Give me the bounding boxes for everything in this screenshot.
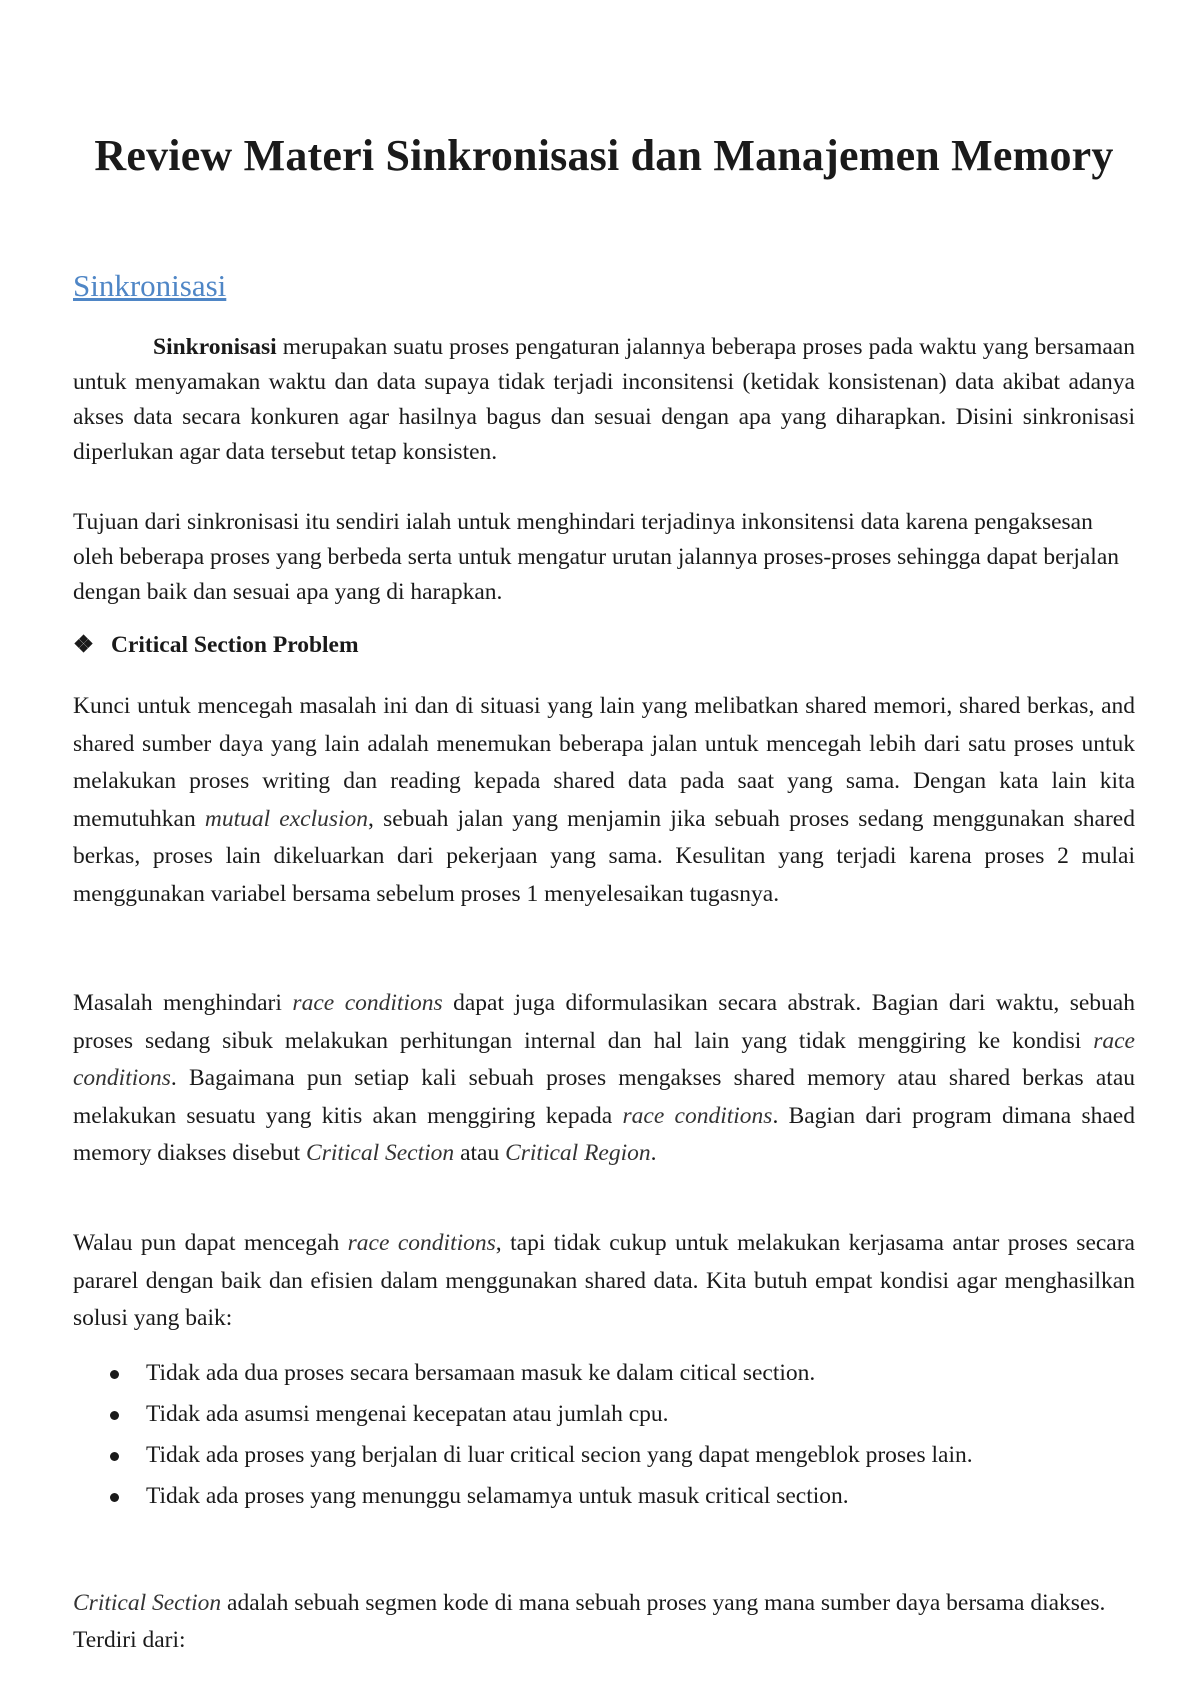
list-item bbox=[73, 1438, 1135, 1473]
diamond-bullet-icon: ❖ bbox=[73, 632, 95, 658]
para2-emphasis-2: race conditions bbox=[73, 1027, 1135, 1091]
para4-text: adalah sebuah segmen kode di mana sebuah proses yang mana sumber daya bersama diakses. Terdiri dari: bbox=[73, 1590, 1106, 1653]
para1-text-a: Kunci untuk mencegah masalah ini dan di situasi yang lain yang melibatkan shared memori, shared berkas, and shared sumber daya yang lain adalah menemukan beberapa jalan untuk mencegah lebih dari satu proses untuk melakukan proses writing dan reading kepada shared data pada saat yang sama. Dengan kata lain kita memutuhkan bbox=[73, 693, 1135, 832]
bullet-dot-icon bbox=[110, 1493, 119, 1502]
conditions-list bbox=[73, 1356, 1135, 1520]
bullet-dot-icon bbox=[110, 1370, 119, 1379]
paragraph-race-conditions bbox=[73, 985, 1135, 1173]
intro-text: merupakan suatu proses pengaturan jalannya beberapa proses pada waktu yang bersamaan untuk menyamakan waktu dan data supaya tidak terjadi inconsitensi (ketidak konsistenan) data akibat adanya akses data secara konkuren agar hasilnya bagus dan sesuai dengan apa yang diharapkan. Disini sinkronisasi diperlukan agar data tersebut tetap konsisten. bbox=[73, 334, 1135, 465]
bullet-dot-icon bbox=[110, 1411, 119, 1420]
para3-text-b: , tapi tidak cukup untuk melakukan kerjasama antar proses secara pararel dengan baik dan efisien dalam menggunakan shared data. Kita butuh empat kondisi agar menghasilkan solusi yang baik: bbox=[73, 1230, 1135, 1331]
para1-emphasis: mutual exclusion bbox=[204, 805, 369, 832]
para2-emphasis-4: Critical Section bbox=[306, 1140, 455, 1166]
intro-paragraph bbox=[73, 330, 1135, 470]
paragraph-mutual-exclusion bbox=[73, 688, 1135, 913]
para3-text-a: Walau pun dapat mencegah bbox=[73, 1230, 348, 1256]
list-item bbox=[73, 1479, 1135, 1514]
para2-text-a: Masalah menghindari bbox=[73, 990, 293, 1016]
para3-emphasis: race conditions bbox=[347, 1230, 496, 1256]
bullet-dot-icon bbox=[110, 1452, 119, 1461]
para1-text-b: , sebuah jalan yang menjamin jika sebuah proses sedang menggunakan shared berkas, proses lain dikeluarkan dari pekerjaan yang sama. Kesulitan yang terjadi karena proses 2 mulai menggunakan variabel bersama sebelum proses 1 menyelesaikan tugasnya. bbox=[73, 805, 1135, 907]
list-item-text: Tidak ada proses yang berjalan di luar critical secion yang dapat mengeblok proses lain. bbox=[146, 1442, 973, 1468]
para2-text-c: . Bagaimana pun setiap kali sebuah proses mengakses shared memory atau shared berkas atau melakukan sesuatu yang kitis akan menggiring kepada bbox=[73, 1065, 1135, 1129]
para2-emphasis-5: Critical Region bbox=[505, 1140, 651, 1166]
para2-text-f: . bbox=[650, 1140, 657, 1166]
para2-text-d: . Bagian dari program dimana shaed memory diakses disebut bbox=[73, 1102, 1135, 1166]
critical-section-heading-text: Critical Section Problem bbox=[111, 632, 359, 658]
critical-section-heading bbox=[73, 628, 359, 663]
paragraph-four-conditions bbox=[73, 1225, 1135, 1338]
intro-bold-term: Sinkronisasi bbox=[153, 334, 277, 360]
para2-emphasis-1: race conditions bbox=[292, 990, 443, 1016]
para2-text-e: atau bbox=[454, 1140, 506, 1166]
list-item-text: Tidak ada proses yang menunggu selamamya untuk masuk critical section. bbox=[146, 1483, 849, 1509]
list-item-text: Tidak ada asumsi mengenai kecepatan atau jumlah cpu. bbox=[146, 1401, 669, 1427]
para2-text-b: dapat juga diformulasikan secara abstrak. Bagian dari waktu, sebuah proses sedang sibuk melakukan perhitungan internal dan hal lain yang tidak menggiring ke kondisi bbox=[73, 990, 1135, 1054]
list-item bbox=[73, 1356, 1135, 1391]
paragraph-critical-section-definition bbox=[73, 1585, 1135, 1659]
para4-emphasis: Critical Section bbox=[73, 1590, 222, 1616]
list-item bbox=[73, 1397, 1135, 1432]
document-title: Review Materi Sinkronisasi dan Manajemen Memory bbox=[94, 131, 1114, 180]
para2-emphasis-3: race conditions bbox=[622, 1102, 773, 1129]
purpose-paragraph: Tujuan dari sinkronisasi itu sendiri ialah untuk menghindari terjadinya inkonsitensi data karena pengaksesan oleh beberapa proses yang berbeda serta untuk mengatur urutan jalannya proses-proses sehingga dapat berjalan dengan baik dan sesuai apa yang di harapkan. bbox=[73, 509, 1120, 605]
list-item-text: Tidak ada dua proses secara bersamaan masuk ke dalam citical section. bbox=[146, 1360, 816, 1386]
section-heading-sinkronisasi[interactable]: Sinkronisasi bbox=[73, 268, 227, 303]
